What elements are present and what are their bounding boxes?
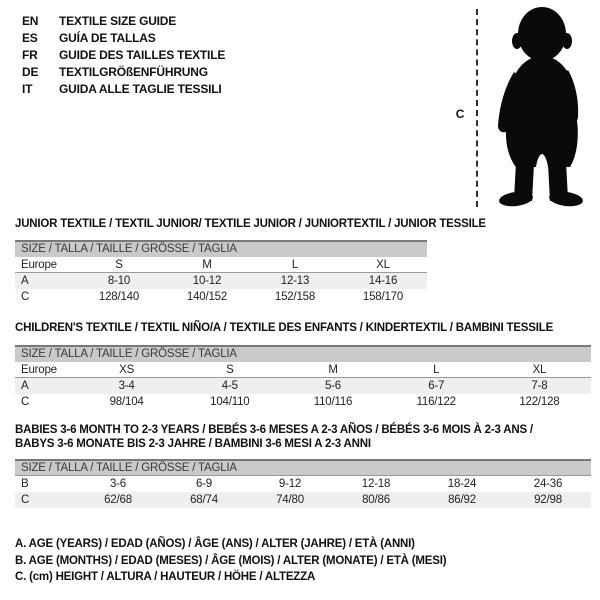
height-cell: 110/116	[313, 396, 353, 408]
language-label: GUIDA ALLE TAGLIE TESSILI	[59, 82, 222, 96]
table-row-height	[15, 394, 591, 410]
age-cell: 4-5	[221, 380, 238, 392]
language-row-fr	[22, 47, 225, 64]
table-title-children: CHILDREN'S TEXTILE / TEXTIL NIÑO/A / TEXTILE DES ENFANTS / KINDERTEXTIL / BAMBINI TESSILE	[15, 322, 554, 334]
table-row-height	[15, 289, 427, 305]
language-code: DE	[22, 65, 39, 79]
height-cell: 158/170	[362, 291, 404, 303]
age-cell: 7-8	[531, 380, 548, 392]
table-children	[15, 345, 591, 410]
language-code: FR	[22, 48, 38, 62]
size-cell: XS	[119, 364, 135, 376]
height-cell: 68/74	[190, 494, 218, 506]
measure-legend	[15, 536, 446, 586]
legend-line-b: B. AGE (MONTHS) / EDAD (MESES) / ÂGE (MOIS) / ALTER (MONATE) / ETÀ (MESI)	[15, 554, 447, 567]
months-cell: 3-6	[109, 478, 127, 490]
months-cell: 6-9	[195, 478, 213, 490]
legend-line-a: A. AGE (YEARS) / EDAD (AÑOS) / ÂGE (ANS) / ALTER (JAHRE) / ETÀ (ANNI)	[15, 538, 415, 550]
toddler-silhouette-icon	[486, 4, 596, 210]
height-cell: 98/104	[109, 396, 144, 408]
height-cell: 128/140	[98, 291, 140, 303]
size-cell: XL	[532, 364, 547, 376]
size-header-bar: SIZE / TALLA / TAILLE / GRÖSSE / TAGLIA	[15, 240, 427, 257]
size-cell: S	[115, 259, 123, 271]
table-title-babies-line2: BABYS 3-6 MONATE BIS 2-3 JAHRE / BAMBINI 3-6 MESI A 2-3 ANNI	[15, 438, 371, 450]
months-cell: 24-36	[533, 478, 563, 490]
table-row-months	[15, 476, 591, 492]
language-row-de	[22, 64, 225, 81]
size-cell: M	[328, 364, 338, 376]
language-row-it	[22, 81, 225, 98]
legend-line-c: C. (cm) HEIGHT / ALTURA / HAUTEUR / HÖHE / ALTEZZA	[15, 571, 316, 583]
row-label: A	[21, 380, 29, 392]
table-row-europe	[15, 362, 591, 378]
language-row-en	[22, 13, 225, 30]
height-cell: 116/122	[416, 396, 456, 408]
table-babies	[15, 459, 591, 508]
table-row-age	[15, 378, 591, 394]
language-code: EN	[22, 14, 39, 28]
language-code: ES	[22, 31, 38, 45]
height-cell: 86/92	[448, 494, 476, 506]
age-cell: 10-12	[192, 275, 222, 287]
language-label: GUÍA DE TALLAS	[59, 31, 156, 45]
table-title-babies	[15, 423, 533, 451]
language-label: TEXTILGRÖßENFÜHRUNG	[59, 65, 208, 79]
height-measure-label: C	[455, 107, 465, 121]
months-cell: 9-12	[278, 478, 302, 490]
table-junior	[15, 240, 427, 305]
table-row-age	[15, 273, 427, 289]
height-cell: 140/152	[186, 291, 228, 303]
size-header-bar: SIZE / TALLA / TAILLE / GRÖSSE / TAGLIA	[15, 459, 591, 476]
row-label: Europe	[21, 364, 57, 376]
height-figure	[448, 4, 598, 210]
size-cell: L	[433, 364, 440, 376]
size-cell: XL	[376, 259, 390, 271]
language-label: TEXTILE SIZE GUIDE	[59, 14, 177, 28]
height-cell: 104/110	[210, 396, 250, 408]
months-cell: 12-18	[361, 478, 391, 490]
age-cell: 3-4	[118, 380, 135, 392]
months-cell: 18-24	[447, 478, 477, 490]
age-cell: 6-7	[428, 380, 445, 392]
height-cell: 92/98	[534, 494, 562, 506]
age-cell: 5-6	[324, 380, 342, 392]
table-title-junior: JUNIOR TEXTILE / TEXTIL JUNIOR/ TEXTILE JUNIOR / JUNIORTEXTIL / JUNIOR TESSILE	[15, 218, 486, 230]
age-cell: 8-10	[107, 275, 131, 287]
language-code: IT	[22, 82, 33, 96]
row-label: A	[21, 275, 29, 287]
height-cell: 74/80	[276, 494, 304, 506]
height-cell: 152/158	[274, 291, 316, 303]
row-label: Europe	[21, 259, 57, 271]
height-cell: 80/86	[362, 494, 390, 506]
language-label: GUIDE DES TAILLES TEXTILE	[59, 48, 226, 62]
table-title-babies-line1: BABIES 3-6 MONTH TO 2-3 YEARS / BEBÉS 3-6 MESES A 2-3 AÑOS / BÉBÉS 3-6 MOIS À 2-3 ANS /	[15, 424, 533, 436]
height-measure-dashed-line	[476, 9, 478, 207]
size-cell: S	[226, 364, 234, 376]
row-label: C	[21, 396, 30, 408]
table-row-height	[15, 492, 591, 508]
height-cell: 62/68	[104, 494, 132, 506]
size-header-bar: SIZE / TALLA / TAILLE / GRÖSSE / TAGLIA	[15, 345, 591, 362]
height-cell: 122/128	[519, 396, 560, 408]
row-label: B	[21, 478, 29, 490]
age-cell: 14-16	[368, 275, 398, 287]
language-list	[22, 13, 225, 98]
table-row-europe	[15, 257, 427, 273]
size-cell: L	[291, 259, 299, 271]
language-row-es	[22, 30, 225, 47]
row-label: C	[21, 494, 30, 506]
size-cell: M	[202, 259, 212, 271]
row-label: C	[21, 291, 30, 303]
age-cell: 12-13	[280, 275, 310, 287]
